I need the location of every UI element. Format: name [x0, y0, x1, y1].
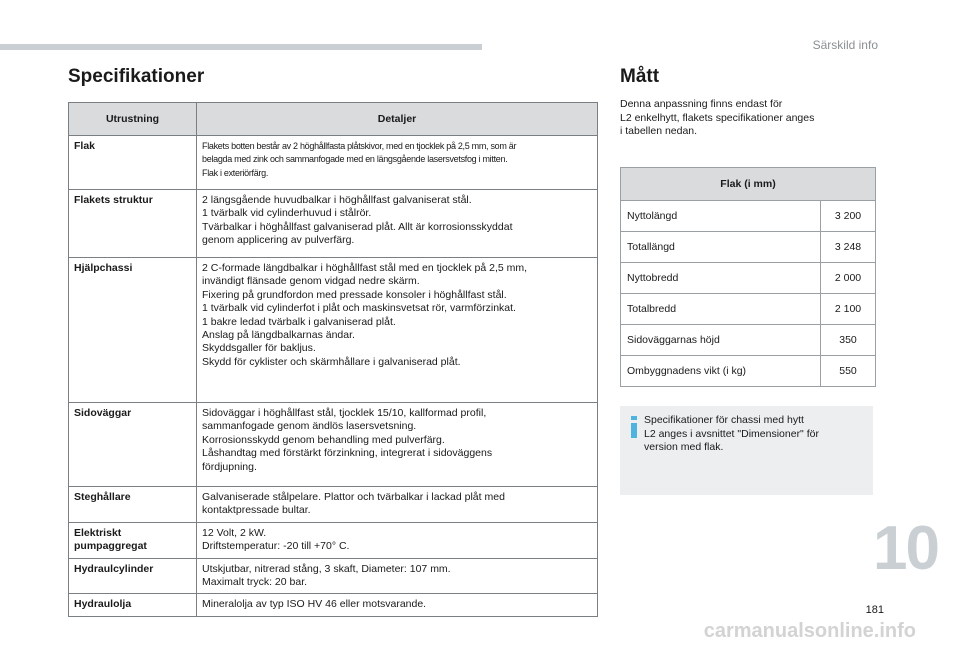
- dimension-value: 3 248: [821, 232, 876, 263]
- row-details: [197, 258, 598, 403]
- dimension-value: 2 100: [821, 294, 876, 325]
- detail-line: 2 C-formade längdbalkar i höghållfast stål med en tjocklek på 2,5 mm,: [202, 262, 528, 274]
- detail-line: Galvaniserade stålpelare. Plattor och tvärbalkar i lackad plåt med: [202, 491, 505, 503]
- detail-line: 1 tvärbalk vid cylinderhuvud i stålrör.: [202, 207, 372, 220]
- info-line: L2 anges i avsnittet "Dimensioner" för: [644, 427, 819, 440]
- dimensions-header-row: [621, 168, 876, 201]
- detail-line: 1 tvärbalk vid cylinderfot i plåt och maskinsvetsat rör, varmförzinkat.: [202, 302, 516, 315]
- column-header-equipment: Utrustning: [69, 103, 197, 136]
- table-row: [69, 258, 598, 403]
- dimension-label: Ombyggnadens vikt (i kg): [621, 356, 821, 387]
- detail-line: Flak i exteriörfärg.: [202, 167, 269, 178]
- dimension-value: 350: [821, 325, 876, 356]
- dimensions-header: Flak (i mm): [621, 168, 876, 201]
- table-row: [621, 263, 876, 294]
- table-row: [69, 487, 598, 523]
- chapter-number: 10: [873, 514, 938, 583]
- row-key: Hydraulcylinder: [69, 558, 197, 594]
- dimension-value: 550: [821, 356, 876, 387]
- detail-line: Tvärbalkar i höghållfast galvaniserad plåt. Allt är korrosionsskyddat: [202, 220, 513, 233]
- dimensions-table: [620, 167, 876, 387]
- detail-line: 2 längsgående huvudbalkar i höghållfast galvaniserat stål.: [202, 194, 472, 206]
- row-key: Hjälpchassi: [69, 258, 197, 403]
- detail-line: Fixering på grundfordon med pressade konsoler i höghållfast stål.: [202, 288, 507, 301]
- table-row: [69, 522, 598, 558]
- detail-line: sammanfogade genom ändlös lasersvetsning.: [202, 420, 417, 433]
- specifications-title: Specifikationer: [68, 66, 205, 87]
- column-header-details: Detaljer: [197, 103, 598, 136]
- intro-line: i tabellen nedan.: [620, 125, 698, 137]
- info-text: [644, 414, 866, 455]
- row-details: [197, 594, 598, 616]
- dimension-label: Nyttobredd: [621, 263, 821, 294]
- dimension-value: 3 200: [821, 201, 876, 232]
- table-row: [69, 136, 598, 190]
- row-details: [197, 487, 598, 523]
- row-details: [197, 403, 598, 487]
- row-details: [197, 190, 598, 258]
- detail-line: Sidoväggar i höghållfast stål, tjocklek 15/10, kallformad profil,: [202, 407, 487, 419]
- info-line: Specifikationer för chassi med hytt: [644, 414, 804, 426]
- detail-line: 12 Volt, 2 kW.: [202, 526, 267, 539]
- detail-line: Maximalt tryck: 20 bar.: [202, 576, 308, 589]
- table-row: [69, 403, 598, 487]
- row-key: Hydraulolja: [69, 594, 197, 616]
- dimensions-title: Mått: [620, 66, 660, 87]
- page-number: 181: [865, 604, 884, 616]
- detail-line: Anslag på längdbalkarnas ändar.: [202, 329, 355, 342]
- detail-line: Skydd för cyklister och skärmhållare i galvaniserad plåt.: [202, 355, 461, 368]
- row-key: Sidoväggar: [69, 403, 197, 487]
- info-icon: [628, 416, 640, 438]
- table-row: [69, 558, 598, 594]
- intro-line: Denna anpassning finns endast för: [620, 98, 783, 110]
- detail-line: Utskjutbar, nitrerad stång, 3 skaft, Diameter: 107 mm.: [202, 562, 451, 575]
- info-line: version med flak.: [644, 441, 724, 453]
- intro-line: L2 enkelhytt, flakets specifikationer anges: [620, 111, 815, 124]
- detail-line: belagda med zink och sammanfogade med en längsgående lasersvetsfog i mitten.: [202, 154, 508, 165]
- detail-line: Korrosionsskydd genom behandling med pulverfärg.: [202, 433, 445, 446]
- detail-line: invändigt flänsade genom vidgad nedre skärm.: [202, 275, 420, 288]
- detail-line: Driftstemperatur: -20 till +70° C.: [202, 540, 350, 553]
- dimension-label: Totallängd: [621, 232, 821, 263]
- detail-line: 1 bakre ledad tvärbalk i galvaniserad plåt.: [202, 315, 396, 328]
- detail-line: genom applicering av pulverfärg.: [202, 234, 355, 247]
- table-row: [69, 594, 598, 616]
- detail-line: Mineralolja av typ ISO HV 46 eller motsvarande.: [202, 598, 427, 611]
- detail-line: Skyddsgaller för bakljus.: [202, 342, 316, 355]
- dimension-label: Totalbredd: [621, 294, 821, 325]
- row-details: [197, 522, 598, 558]
- dimension-value: 2 000: [821, 263, 876, 294]
- row-details: [197, 136, 598, 190]
- table-row: [621, 325, 876, 356]
- detail-line: Låshandtag med förstärkt förzinkning, integrerat i sidoväggens: [202, 447, 493, 460]
- detail-line: fördjupning.: [202, 460, 257, 473]
- dimensions-intro: [620, 98, 870, 139]
- detail-line: Flakets botten består av 2 höghållfasta plåtskivor, med en tjocklek på 2,5 mm, som är: [202, 141, 517, 151]
- table-row: [621, 294, 876, 325]
- info-box: [620, 406, 873, 495]
- row-key: Elektriskt pumpaggregat: [69, 522, 197, 558]
- row-key: Flak: [69, 136, 197, 190]
- row-details: [197, 558, 598, 594]
- table-row: [621, 201, 876, 232]
- header-bar: [0, 44, 482, 50]
- table-row: [621, 232, 876, 263]
- table-row: [69, 190, 598, 258]
- table-header-row: [69, 103, 598, 136]
- row-key: Flakets struktur: [69, 190, 197, 258]
- section-label: Särskild info: [812, 38, 878, 52]
- dimension-label: Nyttolängd: [621, 201, 821, 232]
- watermark: carmanualsonline.info: [703, 620, 916, 642]
- detail-line: kontaktpressade bultar.: [202, 504, 311, 517]
- specifications-table: [68, 102, 598, 617]
- table-row: [621, 356, 876, 387]
- row-key: Steghållare: [69, 487, 197, 523]
- dimension-label: Sidoväggarnas höjd: [621, 325, 821, 356]
